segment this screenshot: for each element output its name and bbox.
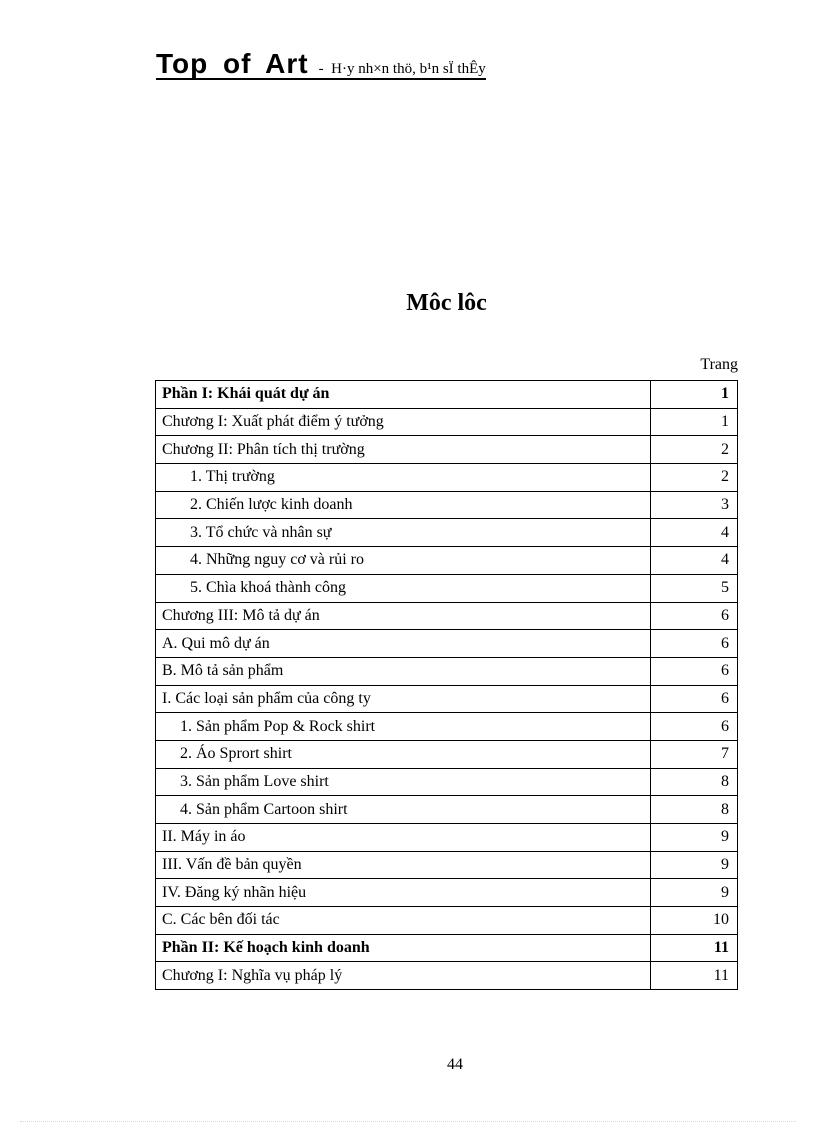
toc-entry-page: 7 [651, 740, 738, 768]
toc-row [156, 630, 738, 658]
toc-entry-label: 4. Những nguy cơ và rủi ro [156, 547, 651, 575]
toc-row [156, 962, 738, 990]
toc-entry-label: 3. Sản phẩm Love shirt [156, 768, 651, 796]
toc-row [156, 796, 738, 824]
toc-row [156, 574, 738, 602]
toc-row [156, 491, 738, 519]
toc-entry-page: 1 [651, 408, 738, 436]
toc-entry-page: 6 [651, 713, 738, 741]
table-of-contents [155, 380, 738, 990]
toc-entry-page: 3 [651, 491, 738, 519]
toc-entry-page: 2 [651, 464, 738, 492]
toc-body [156, 381, 738, 990]
page-number: 44 [447, 1056, 463, 1073]
brand-title: Top of Art [156, 48, 309, 79]
toc-entry-label: 5. Chìa khoá thành công [156, 574, 651, 602]
toc-entry-label: A. Qui mô dự án [156, 630, 651, 658]
toc-entry-label: Chương II: Phân tích thị trường [156, 436, 651, 464]
toc-entry-label: I. Các loại sản phẩm của công ty [156, 685, 651, 713]
tagline-text: H·y nh×n thö, b¹n sÏ thÊy [331, 61, 486, 77]
toc-entry-label: 4. Sản phẩm Cartoon shirt [156, 796, 651, 824]
toc-entry-label: 1. Sản phẩm Pop & Rock shirt [156, 713, 651, 741]
header-separator: - [318, 61, 324, 77]
toc-entry-page: 1 [651, 381, 738, 409]
toc-entry-label: Phần I: Khái quát dự án [156, 381, 651, 409]
toc-row [156, 464, 738, 492]
toc-entry-page: 4 [651, 547, 738, 575]
toc-row [156, 824, 738, 852]
toc-row [156, 436, 738, 464]
toc-row [156, 740, 738, 768]
toc-row [156, 408, 738, 436]
toc-entry-page: 11 [651, 962, 738, 990]
toc-entry-label: Chương I: Xuất phát điểm ý tưởng [156, 408, 651, 436]
toc-title: Môc lôc [406, 290, 487, 316]
toc-entry-page: 4 [651, 519, 738, 547]
toc-row [156, 547, 738, 575]
header-tagline [319, 61, 486, 77]
toc-entry-label: III. Vấn đề bản quyền [156, 851, 651, 879]
toc-entry-label: 1. Thị trường [156, 464, 651, 492]
footer-rule [20, 1121, 796, 1122]
toc-entry-page: 5 [651, 574, 738, 602]
toc-entry-label: 3. Tổ chức và nhân sự [156, 519, 651, 547]
toc-row [156, 907, 738, 935]
page-column-label: Trang [700, 356, 738, 373]
toc-row [156, 685, 738, 713]
toc-entry-page: 8 [651, 796, 738, 824]
toc-entry-page: 2 [651, 436, 738, 464]
toc-row [156, 519, 738, 547]
toc-entry-page: 11 [651, 934, 738, 962]
toc-entry-label: Phần II: Kế hoạch kinh doanh [156, 934, 651, 962]
toc-row [156, 934, 738, 962]
document-header [156, 50, 486, 80]
toc-entry-page: 8 [651, 768, 738, 796]
toc-entry-page: 9 [651, 851, 738, 879]
toc-entry-page: 10 [651, 907, 738, 935]
toc-row [156, 602, 738, 630]
toc-entry-label: B. Mô tả sản phẩm [156, 657, 651, 685]
toc-entry-page: 9 [651, 824, 738, 852]
toc-row [156, 879, 738, 907]
toc-row [156, 851, 738, 879]
toc-entry-label: 2. Chiến lược kinh doanh [156, 491, 651, 519]
toc-row [156, 657, 738, 685]
toc-entry-label: II. Máy in áo [156, 824, 651, 852]
toc-entry-label: IV. Đăng ký nhãn hiệu [156, 879, 651, 907]
toc-row [156, 381, 738, 409]
toc-row [156, 768, 738, 796]
toc-entry-page: 6 [651, 657, 738, 685]
toc-entry-label: 2. Áo Sprort shirt [156, 740, 651, 768]
toc-entry-page: 6 [651, 602, 738, 630]
toc-entry-page: 6 [651, 685, 738, 713]
toc-entry-page: 9 [651, 879, 738, 907]
toc-row [156, 713, 738, 741]
toc-entry-label: C. Các bên đối tác [156, 907, 651, 935]
toc-entry-page: 6 [651, 630, 738, 658]
toc-entry-label: Chương I: Nghĩa vụ pháp lý [156, 962, 651, 990]
toc-entry-label: Chương III: Mô tả dự án [156, 602, 651, 630]
